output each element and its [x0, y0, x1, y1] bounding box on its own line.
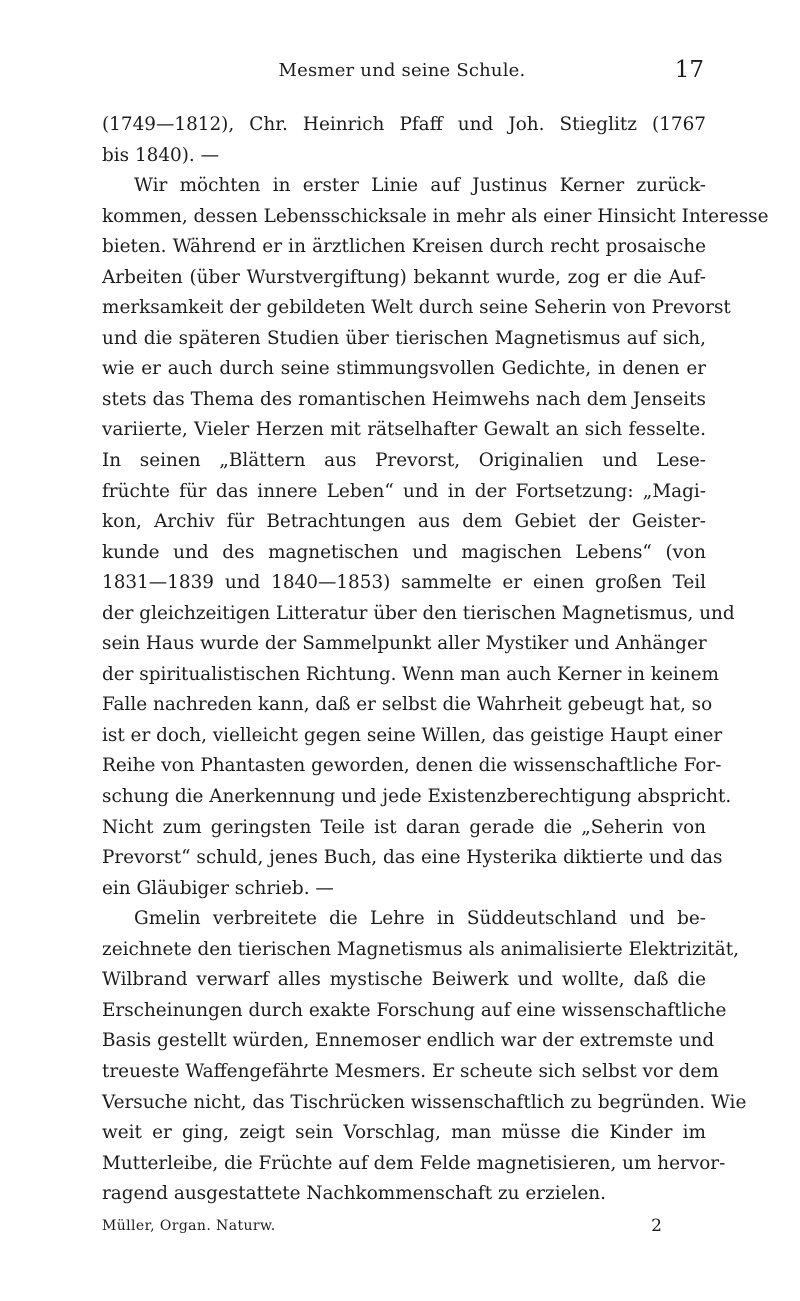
text-line: Erscheinungen durch exakte Forschung auf eine wissenschaftliche	[102, 999, 727, 1021]
running-title: Mesmer und seine Schule.	[278, 60, 526, 81]
text-line: stets das Thema des romantischen Heimwehs nach dem Jenseits	[102, 388, 706, 410]
text-line: merksamkeit der gebildeten Welt durch seine Seherin von Prevorst	[102, 297, 731, 319]
text-line: Mutterleibe, die Früchte auf dem Felde magnetisieren, um hervor-	[102, 1152, 726, 1174]
text-line: Wir möchten in erster Linie auf Justinus Kerner zurück-	[134, 175, 706, 197]
text-line: Arbeiten (über Wurstvergiftung) bekannt wurde, zog er die Auf-	[102, 266, 706, 288]
text-line: bis 1840). —	[102, 144, 219, 166]
text-line: und die späteren Studien über tierischen Magnetismus auf sich,	[102, 327, 706, 349]
text-line: kon, Archiv für Betrachtungen aus dem Gebiet der Geister-	[102, 511, 706, 533]
text-line: schung die Anerkennung und jede Existenzberechtigung abspricht.	[102, 786, 732, 808]
page-header	[100, 57, 704, 87]
sheet-number: 2	[651, 1216, 662, 1236]
text-line: sein Haus wurde der Sammelpunkt aller Mystiker und Anhänger	[102, 633, 707, 655]
text-line: wie er auch durch seine stimmungsvollen Gedichte, in denen er	[102, 358, 706, 380]
text-line: 1831—1839 und 1840—1853) sammelte er einen großen Teil	[102, 572, 706, 594]
text-line: treueste Waffengefährte Mesmers. Er scheute sich selbst vor dem	[102, 1060, 719, 1082]
printer-signature: Müller, Organ. Naturw.	[102, 1218, 276, 1234]
text-line: Falle nachreden kann, daß er selbst die Wahrheit gebeugt hat, so	[102, 694, 713, 716]
text-line: ist er doch, vielleicht gegen seine Willen, das geistige Haupt einer	[102, 724, 723, 746]
text-line: Gmelin verbreitete die Lehre in Süddeutschland und be-	[134, 908, 706, 930]
text-line: zeichnete den tierischen Magnetismus als animalisierte Elektrizität,	[102, 938, 740, 960]
text-line: der spiritualistischen Richtung. Wenn man auch Kerner in keinem	[102, 663, 719, 685]
text-line: weit er ging, zeigt sein Vorschlag, man müsse die Kinder im	[102, 1122, 706, 1144]
text-line: Basis gestellt würden, Ennemoser endlich war der extremste und	[102, 1030, 715, 1052]
text-line: In seinen „Blättern aus Prevorst, Originalien und Lese-	[102, 450, 706, 472]
text-line: bieten. Während er in ärztlichen Kreisen durch recht prosaische	[102, 236, 706, 258]
text-line: (1749—1812), Chr. Heinrich Pfaff und Joh. Stieglitz (1767	[102, 114, 706, 135]
body-text	[102, 110, 769, 1210]
text-line: Prevorst“ schuld, jenes Buch, das eine Hysterika diktierte und das	[102, 847, 723, 869]
text-line: Nicht zum geringsten Teile ist daran gerade die „Seherin von	[102, 816, 706, 838]
page-footer	[102, 1216, 662, 1240]
text-line: Versuche nicht, das Tischrücken wissenschaftlich zu begründen. Wie	[102, 1091, 747, 1113]
text-line: Wilbrand verwarf alles mystische Beiwerk und wollte, daß die	[102, 969, 706, 991]
text-line: kunde und des magnetischen und magischen Lebens“ (von	[102, 541, 706, 563]
text-line: der gleichzeitigen Litteratur über den tierischen Magnetismus, und	[102, 602, 735, 624]
text-line: ein Gläubiger schrieb. —	[102, 877, 334, 899]
text-line: ragend ausgestattete Nachkommenschaft zu erzielen.	[102, 1183, 606, 1205]
text-line: kommen, dessen Lebensschicksale in mehr als einer Hinsicht Interesse	[102, 205, 769, 227]
text-line: Reihe von Phantasten geworden, denen die wissenschaftliche For-	[102, 755, 722, 777]
text-line: variierte, Vieler Herzen mit rätselhafter Gewalt an sich fesselte.	[102, 419, 706, 441]
text-line: früchte für das innere Leben“ und in der Fortsetzung: „Magi-	[102, 480, 706, 502]
page-number: 17	[674, 57, 704, 83]
